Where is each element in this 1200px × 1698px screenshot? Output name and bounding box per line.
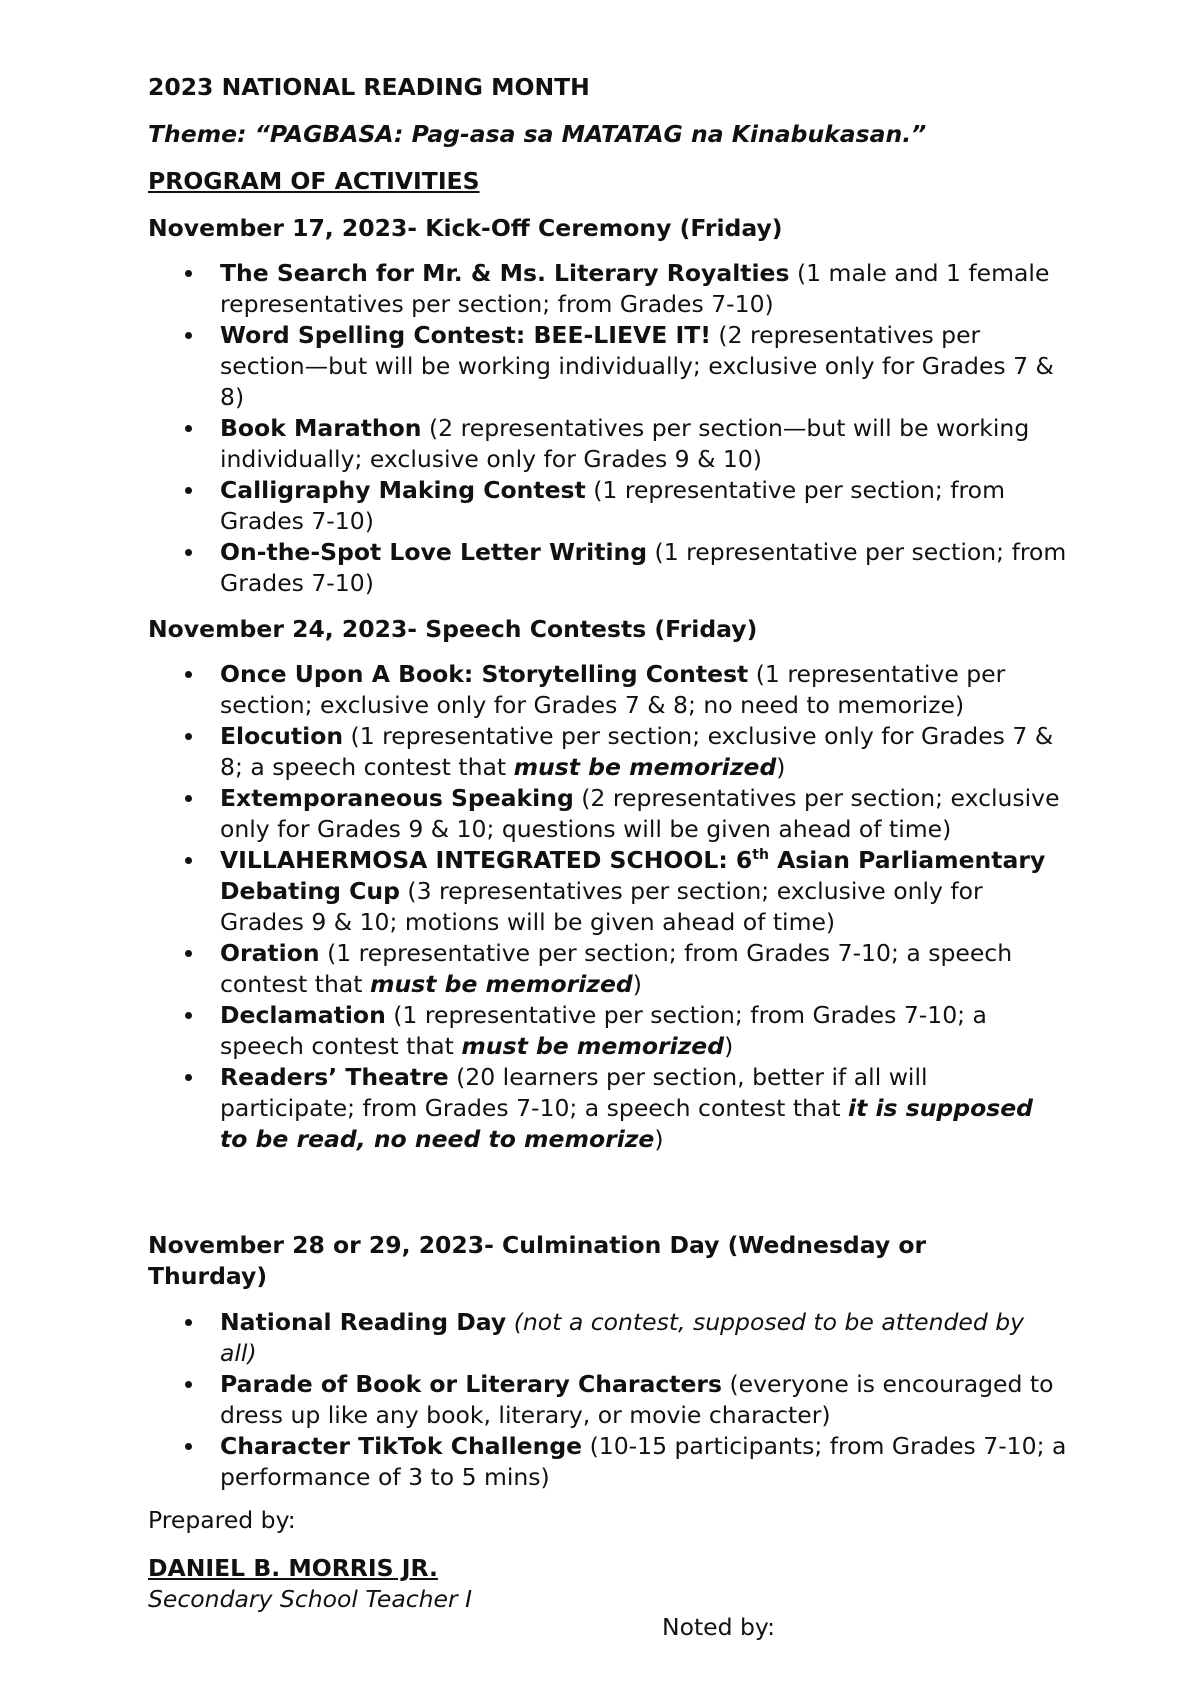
list-item: Oration (1 representative per section; from Grades 7-10; a speech contest that must be memorized) [148, 938, 1068, 1000]
program-heading: PROGRAM OF ACTIVITIES [148, 167, 480, 195]
list-item: Extemporaneous Speaking (2 representatives per section; exclusive only for Grades 9 & 10; questions will be given ahead of time) [148, 783, 1068, 845]
section-heading-culmination: November 28 or 29, 2023- Culmination Day (Wednesday or Thurday) [148, 1231, 927, 1290]
activity-list-culmination [148, 1307, 1068, 1493]
theme-line: Theme: “PAGBASA: Pag-asa sa MATATAG na Kinabukasan.” [148, 120, 927, 148]
noted-by-label: Noted by: [662, 1613, 776, 1641]
prepared-by-label: Prepared by: [148, 1506, 296, 1534]
list-item: Readers’ Theatre (20 learners per section, better if all will participate; from Grades 7-10; a speech contest that it is supposed to be read, no need to memorize) [148, 1062, 1068, 1155]
list-item: Once Upon A Book: Storytelling Contest (1 representative per section; exclusive only for Grades 7 & 8; no need to memorize) [148, 659, 1068, 721]
activity-list-speech [148, 659, 1068, 1155]
list-item: On-the-Spot Love Letter Writing (1 representative per section; from Grades 7-10) [148, 537, 1068, 599]
list-item: Calligraphy Making Contest (1 representative per section; from Grades 7-10) [148, 475, 1068, 537]
list-item: National Reading Day (not a contest, supposed to be attended by all) [148, 1307, 1068, 1369]
list-item: Book Marathon (2 representatives per section—but will be working individually; exclusive only for Grades 9 & 10) [148, 413, 1068, 475]
section-heading-kickoff: November 17, 2023- Kick-Off Ceremony (Friday) [148, 214, 783, 242]
list-item: Character TikTok Challenge (10-15 participants; from Grades 7-10; a performance of 3 to 5 mins) [148, 1431, 1068, 1493]
preparer-name: DANIEL B. MORRIS JR. [148, 1554, 438, 1582]
list-item: Elocution (1 representative per section; exclusive only for Grades 7 & 8; a speech contest that must be memorized) [148, 721, 1068, 783]
activity-list-kickoff [148, 258, 1068, 599]
list-item: Word Spelling Contest: BEE-LIEVE IT! (2 representatives per section—but will be working individually; exclusive only for Grades 7 & 8) [148, 320, 1068, 413]
list-item: Parade of Book or Literary Characters (everyone is encouraged to dress up like any book, literary, or movie character) [148, 1369, 1068, 1431]
preparer-role: Secondary School Teacher I [148, 1585, 473, 1613]
list-item: The Search for Mr. & Ms. Literary Royalties (1 male and 1 female representatives per section; from Grades 7-10) [148, 258, 1068, 320]
list-item: VILLAHERMOSA INTEGRATED SCHOOL: 6th Asian Parliamentary Debating Cup (3 representatives per section; exclusive only for Grades 9 & 10; motions will be given ahead of time) [148, 845, 1068, 938]
section-heading-speech: November 24, 2023- Speech Contests (Friday) [148, 615, 758, 643]
document-title: 2023 NATIONAL READING MONTH [148, 73, 590, 101]
list-item: Declamation (1 representative per section; from Grades 7-10; a speech contest that must be memorized) [148, 1000, 1068, 1062]
